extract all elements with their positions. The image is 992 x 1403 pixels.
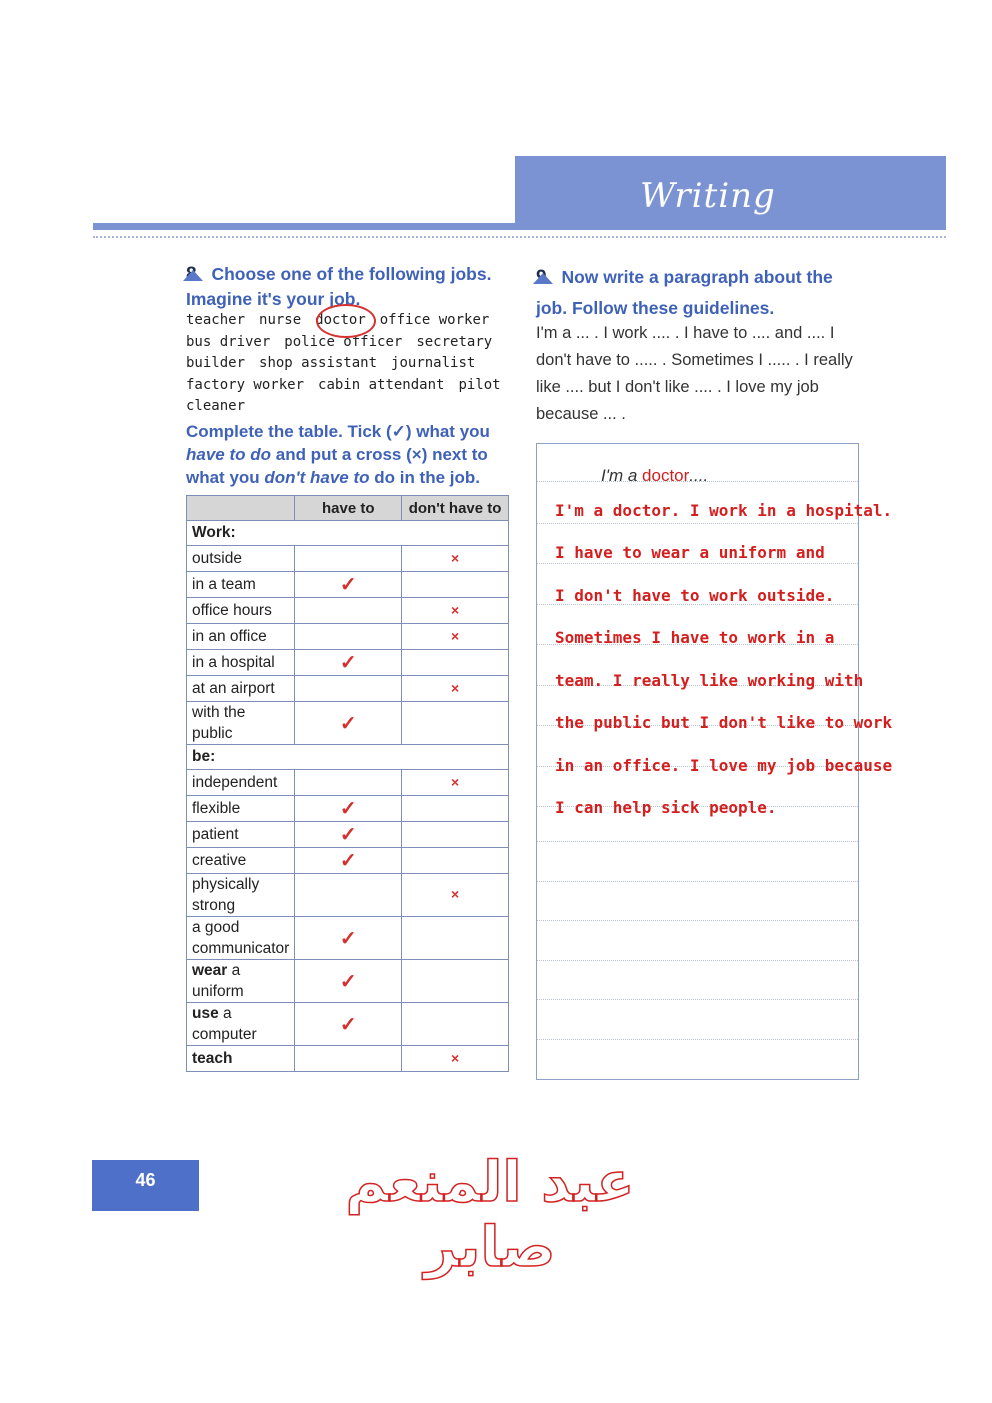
row-label: independent	[187, 770, 295, 796]
answer-line-text: I'm a doctor. I work in a hospital.	[555, 501, 893, 520]
writing-line	[537, 960, 858, 961]
have-to-cell[interactable]	[295, 572, 402, 598]
instruction-text: do in the job.	[369, 468, 480, 487]
instruction-emphasis: have to do	[186, 445, 272, 464]
section-be-row	[187, 745, 509, 770]
tick-mark: ✓	[339, 712, 357, 735]
tick-mark: ✓	[339, 574, 357, 596]
table-row	[187, 796, 509, 822]
row-label: outside	[187, 546, 295, 572]
tick-mark: ✓	[339, 927, 357, 950]
have-to-cell[interactable]	[295, 917, 402, 960]
dont-have-to-cell[interactable]	[402, 1003, 509, 1046]
cross-mark: ×	[450, 1049, 460, 1066]
row-label: creative	[187, 848, 295, 874]
writing-line	[537, 1039, 858, 1040]
have-to-cell[interactable]	[295, 598, 402, 624]
job-option: teacher	[186, 312, 246, 328]
have-to-cell[interactable]	[295, 796, 402, 822]
answer-line-text: Sometimes I have to work in a	[555, 628, 835, 647]
table-row	[187, 624, 509, 650]
row-label: with the public	[187, 702, 295, 745]
section-label: be:	[187, 745, 509, 770]
table-row	[187, 676, 509, 702]
have-to-cell[interactable]	[295, 1046, 402, 1072]
section-title: Writing	[640, 176, 776, 216]
answer-intro	[601, 466, 708, 486]
row-label	[187, 1046, 295, 1072]
instruction-emphasis: don't have to	[264, 468, 370, 487]
cross-mark: ×	[450, 627, 460, 644]
job-option: doctor	[315, 312, 366, 328]
answer-line-text: the public but I don't like to work	[555, 713, 893, 732]
table-row	[187, 1046, 509, 1072]
job-option: pilot	[458, 376, 501, 393]
exercise-8-instruction	[186, 420, 516, 489]
row-label: at an airport	[187, 676, 295, 702]
table-corner	[187, 496, 295, 521]
dont-have-to-cell[interactable]	[402, 796, 509, 822]
answer-line-text: team. I really like working with	[555, 671, 864, 690]
row-label-bold: wear	[192, 962, 228, 979]
row-label: in a team	[187, 572, 295, 598]
exercise-9-heading	[536, 262, 856, 324]
row-label	[187, 1003, 295, 1046]
column-have-to: have to	[295, 496, 402, 521]
have-to-cell[interactable]	[295, 546, 402, 572]
dont-have-to-cell[interactable]	[402, 624, 509, 650]
exercise-9-heading-text: Now write a paragraph about the job. Follow these guidelines.	[536, 267, 833, 318]
exercise-8-number: 8	[186, 264, 197, 285]
writing-line	[537, 563, 858, 564]
have-to-cell[interactable]	[295, 770, 402, 796]
table-row	[187, 848, 509, 874]
have-to-cell[interactable]	[295, 848, 402, 874]
have-to-cell[interactable]	[295, 624, 402, 650]
instruction-text: Complete the table. Tick (✓) what you	[186, 422, 490, 441]
dont-have-to-cell[interactable]	[402, 676, 509, 702]
job-option: secretary	[416, 333, 493, 350]
pencil-icon	[183, 270, 203, 281]
tick-mark: ✓	[339, 970, 357, 993]
row-label-bold: use	[192, 1005, 219, 1022]
exercise-8-heading-text: Choose one of the following jobs. Imagine it's your job.	[186, 264, 492, 309]
answer-intro-text: I'm a	[601, 466, 643, 485]
job-option: bus driver	[186, 333, 271, 350]
have-to-cell[interactable]	[295, 874, 402, 917]
dotted-divider	[93, 236, 946, 238]
row-label: physically strong	[187, 874, 295, 917]
row-label: in an office	[187, 624, 295, 650]
job-option: shop assistant	[259, 355, 378, 371]
have-to-cell[interactable]	[295, 650, 402, 676]
table-row	[187, 546, 509, 572]
job-requirements-table	[186, 495, 509, 1072]
have-to-cell[interactable]	[295, 960, 402, 1003]
answer-intro-dots: ....	[689, 466, 709, 485]
table-row	[187, 822, 509, 848]
writing-line	[537, 920, 858, 921]
table-row	[187, 874, 509, 917]
section-label: Work:	[187, 521, 509, 546]
exercise-9-number: 9	[536, 267, 547, 288]
row-label: flexible	[187, 796, 295, 822]
job-option: nurse	[259, 312, 302, 328]
dont-have-to-cell[interactable]	[402, 917, 509, 960]
tick-mark: ✓	[339, 850, 357, 872]
cross-mark: ×	[450, 549, 460, 566]
answer-line-text: in an office. I love my job because	[555, 756, 893, 775]
answer-line-text: I don't have to work outside.	[555, 586, 835, 605]
writing-line	[537, 999, 858, 1000]
have-to-cell[interactable]	[295, 676, 402, 702]
dont-have-to-cell[interactable]	[402, 598, 509, 624]
dont-have-to-cell[interactable]	[402, 770, 509, 796]
job-option: journalist	[391, 355, 476, 371]
have-to-cell[interactable]	[295, 1003, 402, 1046]
dont-have-to-cell[interactable]	[402, 822, 509, 848]
cross-mark: ×	[450, 773, 460, 790]
dont-have-to-cell[interactable]	[402, 702, 509, 745]
row-label-bold: teach	[192, 1050, 233, 1067]
job-option: builder	[186, 355, 246, 371]
writing-line	[537, 841, 858, 842]
dont-have-to-cell[interactable]	[402, 848, 509, 874]
dont-have-to-cell[interactable]	[402, 546, 509, 572]
circle-mark	[316, 304, 376, 338]
row-label: office hours	[187, 598, 295, 624]
row-label	[187, 960, 295, 1003]
guidelines-text: I'm a ... . I work .... . I have to .... and .... I don't have to ..... . Sometimes I ..... . I really like .... but I don't like .... . I love my job because ... .	[536, 324, 853, 423]
row-label: in a hospital	[187, 650, 295, 676]
column-dont-have-to: don't have to	[402, 496, 509, 521]
row-label-rest: a computer	[192, 1005, 257, 1043]
job-option: office worker	[379, 312, 490, 328]
instruction-text: and put a cross (×) next to what you	[186, 445, 488, 487]
header-rule	[93, 223, 515, 230]
signature-text: عبد المنعم صابر	[345, 1150, 635, 1280]
answer-line-text: I have to wear a uniform and	[555, 543, 825, 562]
dont-have-to-cell[interactable]	[402, 874, 509, 917]
table-row	[187, 650, 509, 676]
tick-mark: ✓	[339, 652, 357, 674]
table-row	[187, 960, 509, 1003]
writing-line	[537, 523, 858, 524]
have-to-cell[interactable]	[295, 822, 402, 848]
table-row	[187, 770, 509, 796]
table-row	[187, 598, 509, 624]
job-option: factory worker	[186, 376, 305, 393]
writing-line	[537, 881, 858, 882]
row-label: a good communicator	[187, 917, 295, 960]
dont-have-to-cell[interactable]	[402, 650, 509, 676]
answer-line-text: I can help sick people.	[555, 798, 777, 817]
job-option: police officer	[284, 333, 403, 350]
answer-intro-word: doctor	[642, 466, 690, 485]
tick-mark: ✓	[339, 824, 357, 846]
table-row	[187, 572, 509, 598]
table-row	[187, 702, 509, 745]
table-row	[187, 917, 509, 960]
have-to-cell[interactable]	[295, 702, 402, 745]
cross-mark: ×	[450, 886, 460, 902]
page-number: 46	[135, 1170, 156, 1190]
pencil-icon	[533, 273, 553, 284]
job-option: cabin attendant	[318, 376, 445, 393]
dont-have-to-cell[interactable]	[402, 1046, 509, 1072]
cross-mark: ×	[450, 601, 460, 618]
cross-mark: ×	[450, 679, 460, 696]
row-label: patient	[187, 822, 295, 848]
tick-mark: ✓	[339, 798, 357, 820]
section-work-row	[187, 521, 509, 546]
dont-have-to-cell[interactable]	[402, 960, 509, 1003]
dont-have-to-cell[interactable]	[402, 572, 509, 598]
tick-mark: ✓	[339, 1013, 357, 1036]
row-label-rest: a uniform	[192, 962, 244, 1000]
table-row	[187, 1003, 509, 1046]
job-option: cleaner	[186, 398, 246, 414]
